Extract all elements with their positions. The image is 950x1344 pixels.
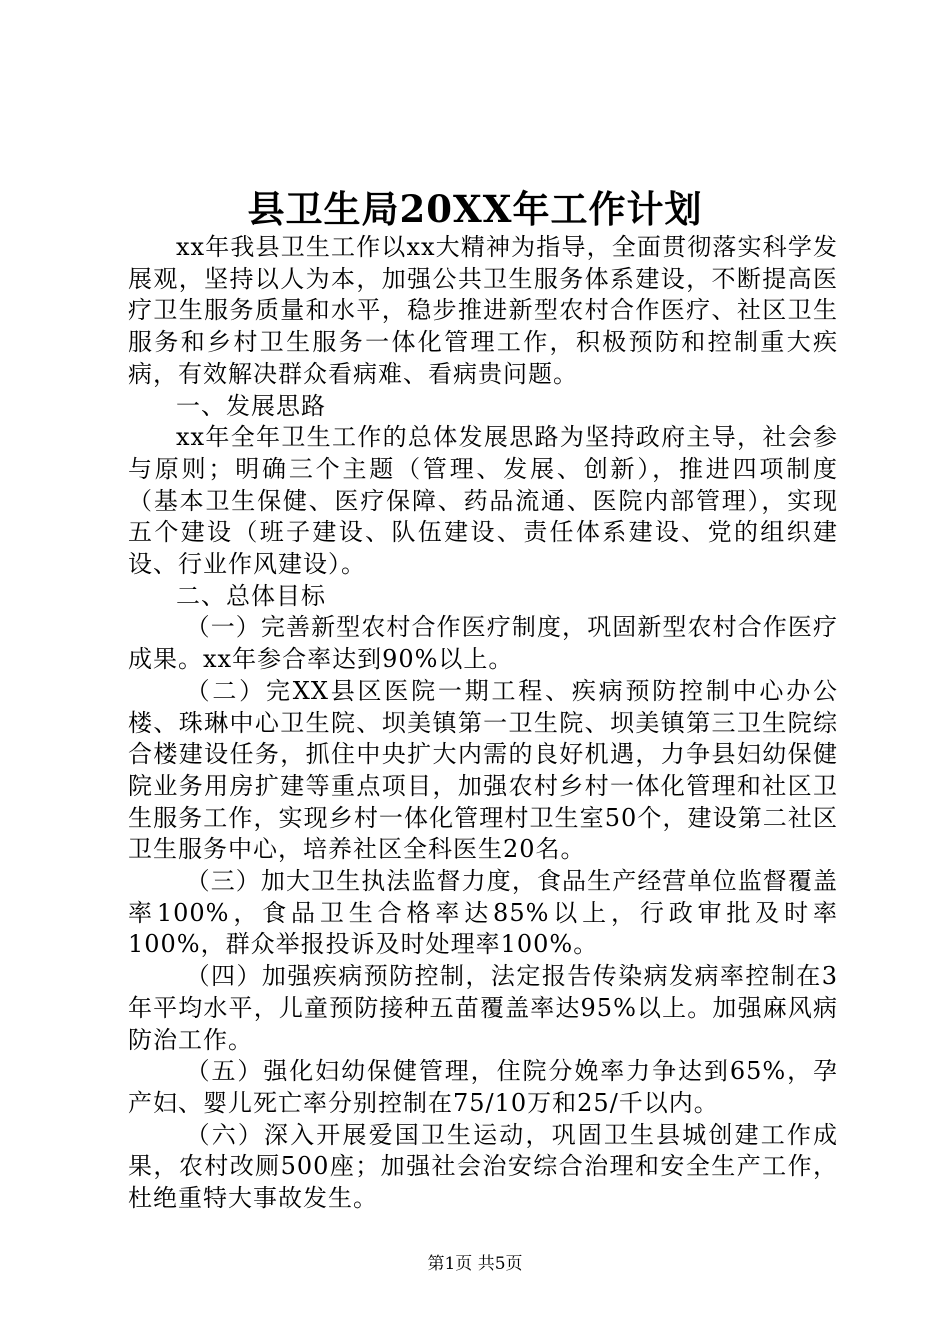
section-heading-goals: 二、总体目标 bbox=[176, 581, 326, 610]
goal-item-3: （三）加大卫生执法监督力度，食品生产经营单位监督覆盖率100%，食品卫生合格率达85%以上，行政审批及时率100%，群众举报投诉及时处理率100%。 bbox=[128, 867, 838, 959]
document-title: 县卫生局20XX年工作计划 bbox=[247, 187, 703, 231]
goal-item-6: （六）深入开展爱国卫生运动，巩固卫生县城创建工作成果，农村改厕500座；加强社会治安综合治理和安全生产工作，杜绝重特大事故发生。 bbox=[128, 1120, 838, 1213]
goal-item-5: （五）强化妇幼保健管理，住院分娩率力争达到65%，孕产妇、婴儿死亡率分别控制在75/10万和25/千以内。 bbox=[128, 1057, 838, 1117]
section-heading-development: 一、发展思路 bbox=[176, 391, 326, 420]
goal-item-1: （一）完善新型农村合作医疗制度，巩固新型农村合作医疗成果。xx年参合率达到90%以上。 bbox=[128, 613, 838, 674]
development-paragraph: xx年全年卫生工作的总体发展思路为坚持政府主导，社会参与原则；明确三个主题（管理、发展、创新），推进四项制度（基本卫生保健、医疗保障、药品流通、医院内部管理），实现五个建设（班子建设、队伍建设、责任体系建设、党的组织建设、行业作风建设）。 bbox=[128, 423, 838, 579]
document-body bbox=[128, 232, 838, 1215]
goal-item-2: （二）完XX县区医院一期工程、疾病预防控制中心办公楼、珠琳中心卫生院、坝美镇第一卫生院、坝美镇第三卫生院综合楼建设任务，抓住中央扩大内需的良好机遇，力争县妇幼保健院业务用房扩建等重点项目，加强农村乡村一体化管理和社区卫生服务工作，实现乡村一体化管理村卫生室50个，建设第二社区卫生服务中心，培养社区全科医生20名。 bbox=[128, 676, 838, 864]
page-number-footer: 第1页 共5页 bbox=[427, 1254, 523, 1274]
goal-item-4: （四）加强疾病预防控制，法定报告传染病发病率控制在3年平均水平，儿童预防接种五苗覆盖率达95%以上。加强麻风病防治工作。 bbox=[128, 962, 838, 1054]
intro-paragraph: xx年我县卫生工作以xx大精神为指导，全面贯彻落实科学发展观，坚持以人为本，加强公共卫生服务体系建设，不断提高医疗卫生服务质量和水平，稳步推进新型农村合作医疗、社区卫生服务和乡村卫生服务一体化管理工作，积极预防和控制重大疾病，有效解决群众看病难、看病贵问题。 bbox=[128, 233, 838, 388]
